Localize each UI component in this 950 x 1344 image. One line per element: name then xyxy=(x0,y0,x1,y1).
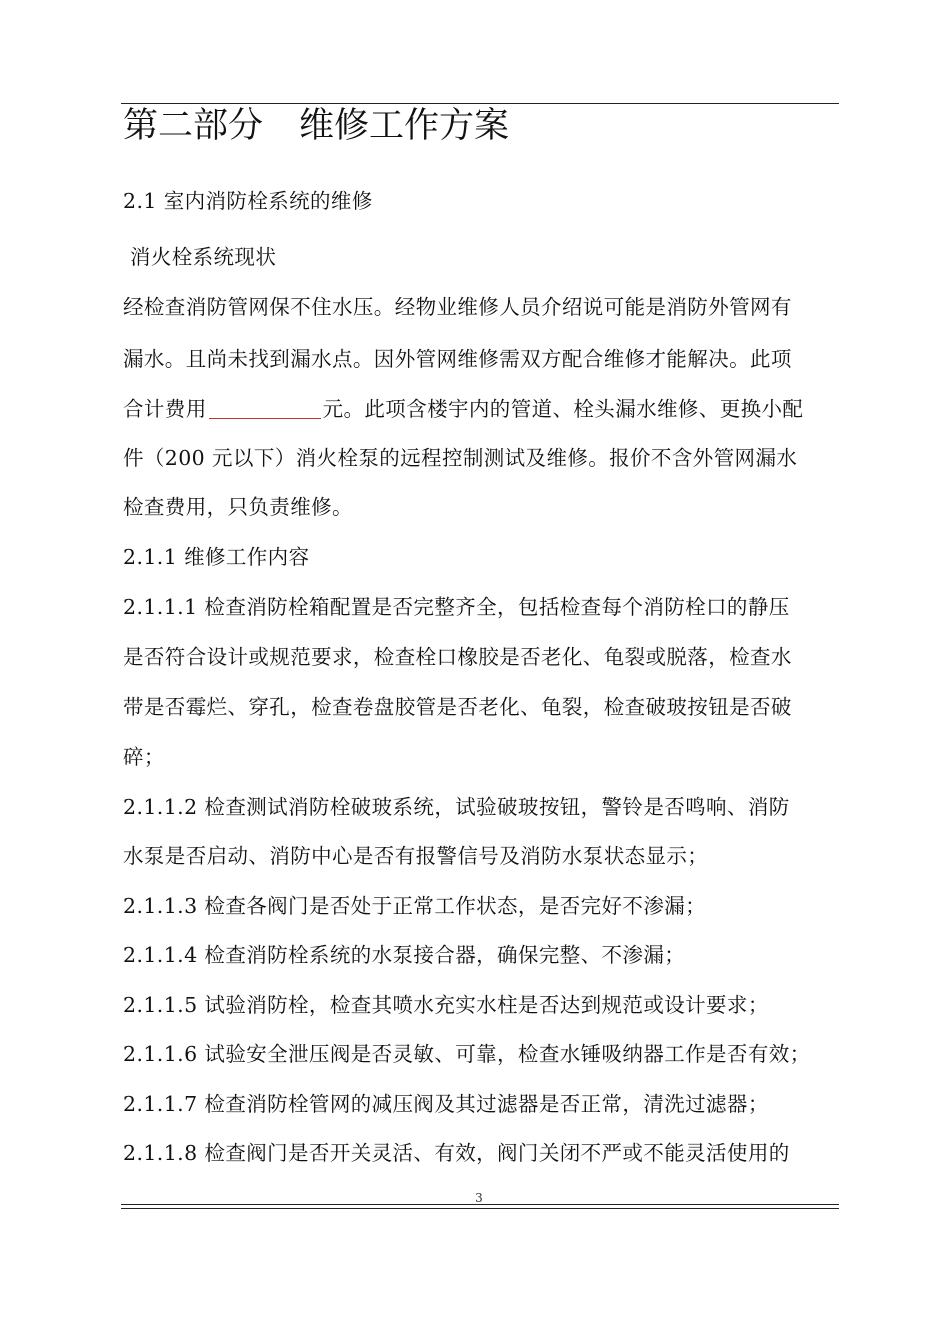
list-item: 2.1.1.3 检查各阀门是否处于正常工作状态，是否完好不渗漏； xyxy=(123,894,707,918)
list-item-line: 是否符合设计或规范要求，检查栓口橡胶是否老化、龟裂或脱落，检查水 xyxy=(123,645,792,669)
paragraph-line: 检查费用，只负责维修。 xyxy=(123,495,353,519)
paragraph-line: 件（200 元以下）消火栓泵的远程控制测试及维修。报价不含外管网漏水 xyxy=(123,446,798,470)
list-item-line: 碎； xyxy=(123,745,165,769)
cost-label: 合计费用 xyxy=(123,397,207,421)
list-item: 2.1.1.8 检查阀门是否开关灵活、有效，阀门关闭不严或不能灵活使用的 xyxy=(123,1141,790,1165)
paragraph-line: 经检查消防管网保不住水压。经物业维修人员介绍说可能是消防外管网有 xyxy=(123,295,792,319)
paragraph-line: 漏水。且尚未找到漏水点。因外管网维修需双方配合维修才能解决。此项 xyxy=(123,347,792,371)
cost-suffix: 元。此项含楼宇内的管道、栓头漏水维修、更换小配 xyxy=(322,397,804,421)
paragraph-line xyxy=(123,394,803,424)
section-heading: 2.1 室内消防栓系统的维修 xyxy=(123,189,373,213)
cost-blank-field xyxy=(209,396,321,419)
footer-rule-bottom xyxy=(121,1208,839,1209)
subsection-heading: 2.1.1 维修工作内容 xyxy=(123,545,310,569)
subsection-heading: 消火栓系统现状 xyxy=(123,245,277,269)
list-item: 2.1.1.7 检查消防栓管网的减压阀及其过滤器是否正常，清洗过滤器； xyxy=(123,1092,769,1116)
list-item-line: 带是否霉烂、穿孔，检查卷盘胶管是否老化、龟裂，检查破玻按钮是否破 xyxy=(123,695,792,719)
title-part: 第二部分 xyxy=(123,106,264,146)
list-item: 2.1.1.4 检查消防栓系统的水泵接合器，确保完整、不渗漏； xyxy=(123,943,686,967)
page-number: 3 xyxy=(475,1191,483,1205)
page-title xyxy=(123,104,509,148)
footer-rule-top xyxy=(121,1204,839,1205)
list-item: 2.1.1.1 检查消防栓箱配置是否完整齐全，包括检查每个消防栓口的静压 xyxy=(123,595,790,619)
list-item-line: 水泵是否启动、消防中心是否有报警信号及消防水泵状态显示； xyxy=(123,844,709,868)
title-text: 维修工作方案 xyxy=(299,106,510,146)
list-item: 2.1.1.6 试验安全泄压阀是否灵敏、可靠，检查水锤吸纳器工作是否有效； xyxy=(123,1042,811,1066)
list-item: 2.1.1.5 试验消防栓，检查其喷水充实水柱是否达到规范或设计要求； xyxy=(123,993,769,1017)
list-item: 2.1.1.2 检查测试消防栓破玻系统，试验破玻按钮，警铃是否鸣响、消防 xyxy=(123,795,790,819)
